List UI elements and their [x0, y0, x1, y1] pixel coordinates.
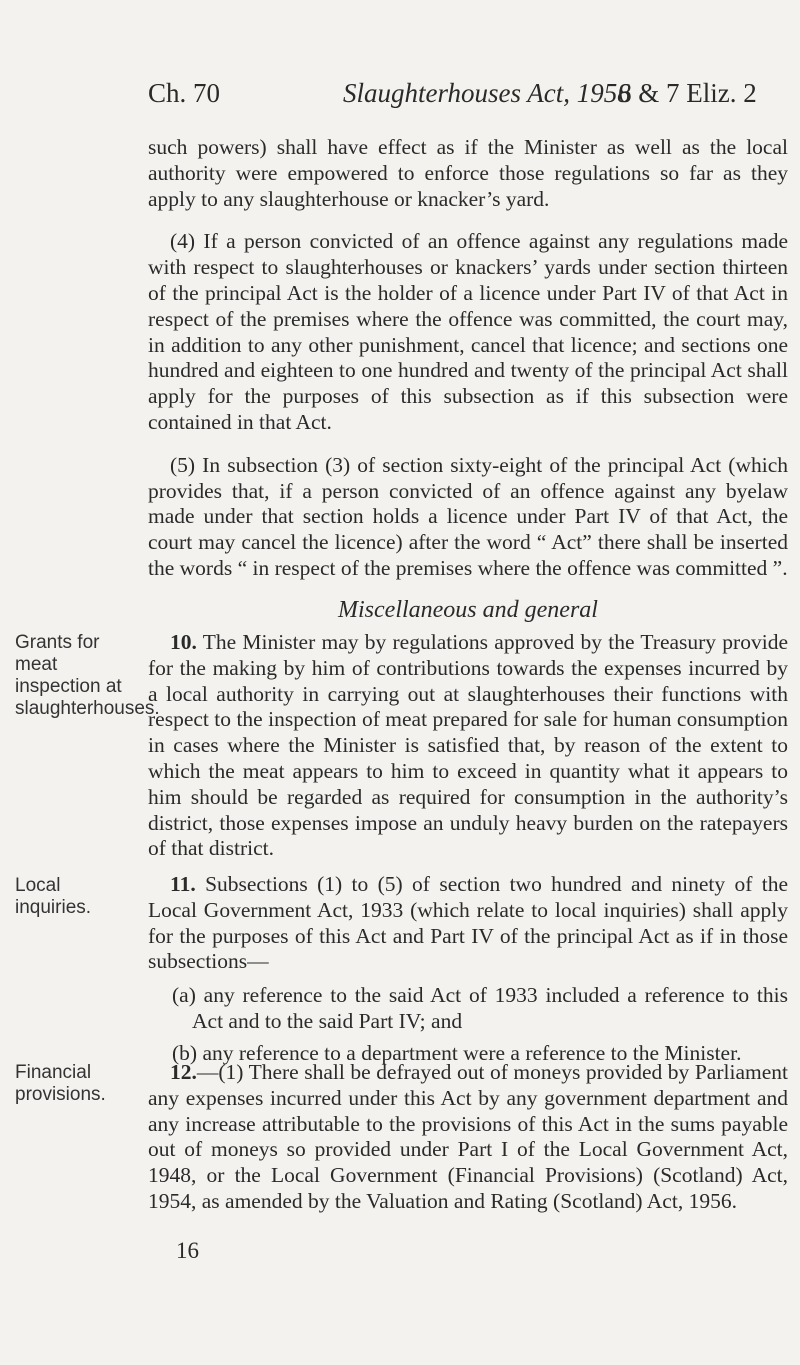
section-10 [148, 630, 788, 862]
subsection-4: (4) If a person convicted of an offence against any regulations made with respect to slaughterhouses or knackers’ yards under section thirteen of the principal Act is the holder of a licence under Part IV of that Act in respect of the premises where the offence was committed, the court may, in addition to any other punishment, cancel that licence; and sections one hundred and eighteen to one hundred and twenty of the principal Act shall apply for the purposes of this subsection as if this subsection were contained in that Act. [148, 229, 788, 434]
section-11-item-a: (a) any reference to the said Act of 1933 included a reference to this Act and to the said Part IV; and [172, 983, 788, 1033]
section-11-text: Subsections (1) to (5) of section two hundred and ninety of the Local Government Act, 1933 (which relate to local inquiries) shall apply for the purposes of this Act and Part IV of the principal Act as if in those subsections— [148, 872, 788, 974]
page-number: 16 [176, 1238, 199, 1263]
margin-note-financial: Financial provisions. [15, 1062, 106, 1105]
margin-note-grants: Grants for meat inspection at slaughterhouses. [15, 632, 160, 719]
section-12-text: —(1) There shall be defrayed out of moneys provided by Parliament any expenses incurred under this Act by any government department and any increase attributable to the provisions of this Act in the sums payable out of moneys so provided under Part I of the Local Government Act, 1948, or the Local Government (Financial Provisions) (Scotland) Act, 1954, as amended by the Valuation and Rating (Scotland) Act, 1956. [148, 1060, 788, 1213]
chapter-number: Ch. 70 [148, 78, 221, 108]
section-11 [148, 872, 788, 1075]
upper-text-block [148, 135, 788, 599]
margin-note-local-inquiries: Local inquiries. [15, 875, 92, 918]
section-11-number: 11. [170, 872, 196, 896]
section-heading: Miscellaneous and general [338, 597, 598, 623]
running-header [148, 78, 798, 118]
regnal-year: 6 & 7 Eliz. 2 [618, 78, 757, 108]
section-11-item-b: (b) any reference to a department were a reference to the Minister. [172, 1040, 742, 1065]
section-10-text: The Minister may by regulations approved by the Treasury provide for the making by him of contributions towards the expenses incurred by a local authority in carrying out at slaughterhouses their functions with respect to the inspection of meat prepared for sale for human consumption in cases where the Minister is satisfied that, by reason of the extent to which the meat appears to him to exceed in quantity what it appears to him should be regarded as required for consumption in the authority’s district, those expenses impose an unduly heavy burden on the ratepayers of that district. [148, 630, 788, 861]
section-12 [148, 1060, 788, 1215]
section-12-number: 12. [170, 1060, 197, 1084]
continuation-paragraph: such powers) shall have effect as if the Minister as well as the local authority were empowered to enforce those regulations so far as they apply to any slaughterhouse or knacker’s yard. [148, 135, 788, 211]
subsection-5: (5) In subsection (3) of section sixty-eight of the principal Act (which provides that, if a person convicted of an offence against any byelaw made under that section holds a licence under Part IV of that Act, the court may cancel the licence) after the word “ Act” there shall be inserted the words “ in respect of the premises where the offence was committed ”. [148, 452, 788, 580]
act-title: Slaughterhouses Act, 1958 [343, 78, 631, 108]
section-10-number: 10. [170, 630, 197, 654]
